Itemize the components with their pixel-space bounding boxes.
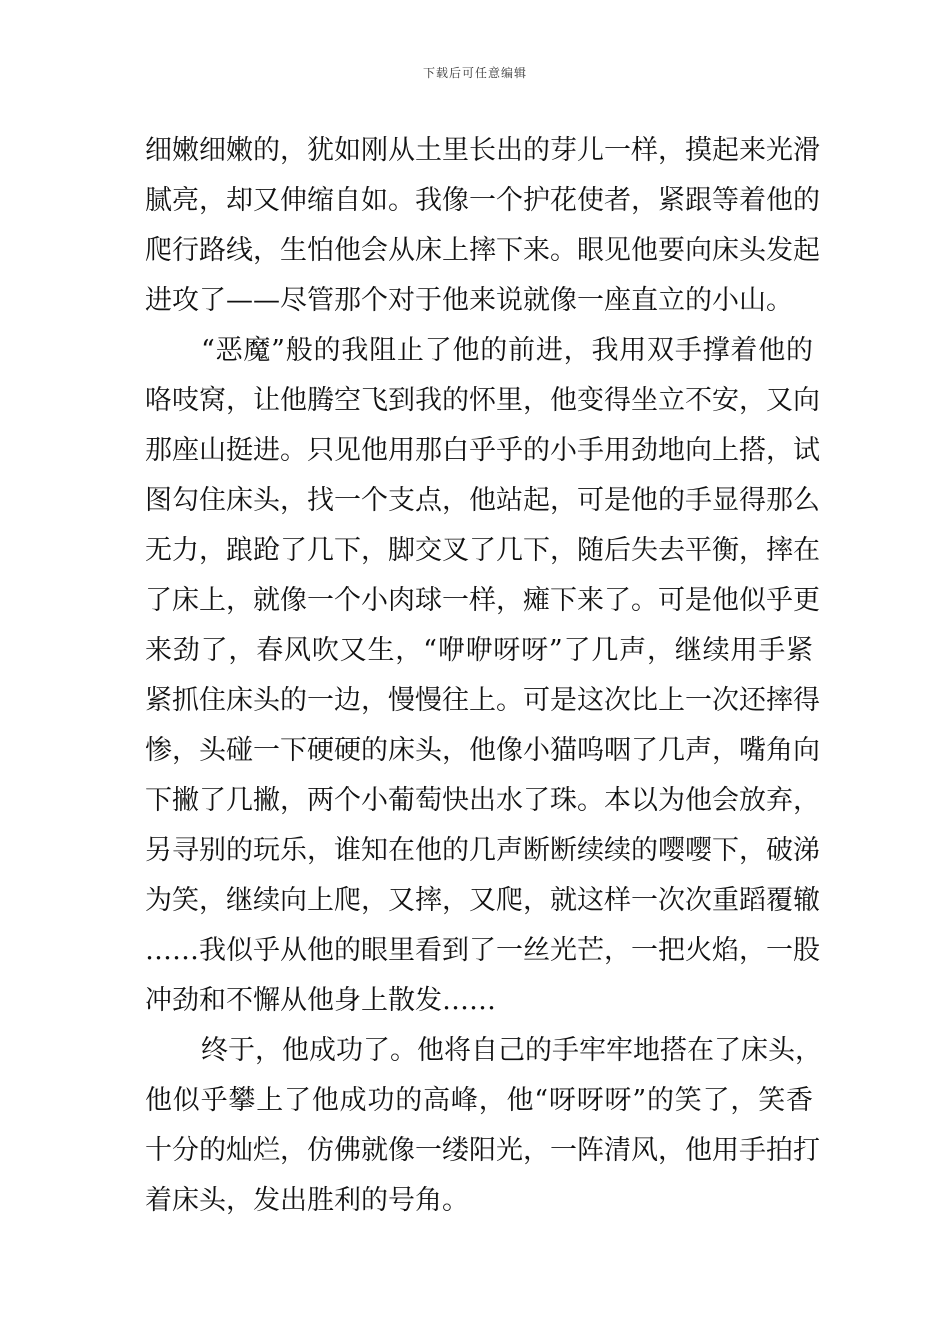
paragraph-3 bbox=[145, 1026, 822, 1226]
text-line: 另寻别的玩乐，谁知在他的几声断断续续的嘤嘤下，破涕 bbox=[145, 835, 820, 866]
paragraph-2 bbox=[145, 326, 820, 1026]
text-line: 图勾住床头，找一个支点，他站起，可是他的手显得那么 bbox=[145, 485, 820, 516]
text-line: “恶魔”般的我阻止了他的前进，我用双手撑着他的 bbox=[201, 335, 813, 366]
text-line: 着床头，发出胜利的号角。 bbox=[145, 1185, 469, 1216]
text-line: 腻亮，却又伸缩自如。我像一个护花使者，紧跟等着他的 bbox=[145, 185, 820, 216]
text-line: 进攻了——尽管那个对于他来说就像一座直立的小山。 bbox=[145, 285, 793, 316]
text-line: 终于，他成功了。他将自己的手牢牢地搭在了床头， bbox=[201, 1035, 822, 1066]
text-line: 来劲了，春风吹又生，“咿咿呀呀”了几声，继续用手紧 bbox=[145, 635, 813, 666]
body-text bbox=[145, 126, 822, 1226]
text-line: 为笑，继续向上爬，又摔，又爬，就这样一次次重蹈覆辙 bbox=[145, 885, 820, 916]
text-line: ……我似乎从他的眼里看到了一丝光芒，一把火焰，一股 bbox=[145, 935, 820, 966]
paragraph-1 bbox=[145, 126, 820, 326]
text-line: 咯吱窝，让他腾空飞到我的怀里，他变得坐立不安，又向 bbox=[145, 385, 820, 416]
text-line: 十分的灿烂，仿佛就像一缕阳光，一阵清风，他用手拍打 bbox=[145, 1135, 820, 1166]
text-line: 那座山挺进。只见他用那白乎乎的小手用劲地向上搭，试 bbox=[145, 435, 820, 466]
text-line: 无力，踉跄了几下，脚交叉了几下，随后失去平衡，摔在 bbox=[145, 535, 820, 566]
text-line: 了床上，就像一个小肉球一样，瘫下来了。可是他似乎更 bbox=[145, 585, 820, 616]
text-line: 他似乎攀上了他成功的高峰，他“呀呀呀”的笑了，笑香 bbox=[145, 1085, 813, 1116]
text-line: 惨，头碰一下硬硬的床头，他像小猫呜咽了几声，嘴角向 bbox=[145, 735, 820, 766]
text-line: 爬行路线，生怕他会从床上摔下来。眼见他要向床头发起 bbox=[145, 235, 820, 266]
text-line: 紧抓住床头的一边，慢慢往上。可是这次比上一次还摔得 bbox=[145, 685, 820, 716]
text-line: 下撇了几撇，两个小葡萄快出水了珠。本以为他会放弃， bbox=[145, 785, 820, 816]
text-line: 冲劲和不懈从他身上散发…… bbox=[145, 985, 496, 1016]
page-header-note: 下载后可任意编辑 bbox=[422, 66, 527, 80]
text-line: 细嫩细嫩的，犹如刚从土里长出的芽儿一样，摸起来光滑 bbox=[145, 135, 820, 166]
